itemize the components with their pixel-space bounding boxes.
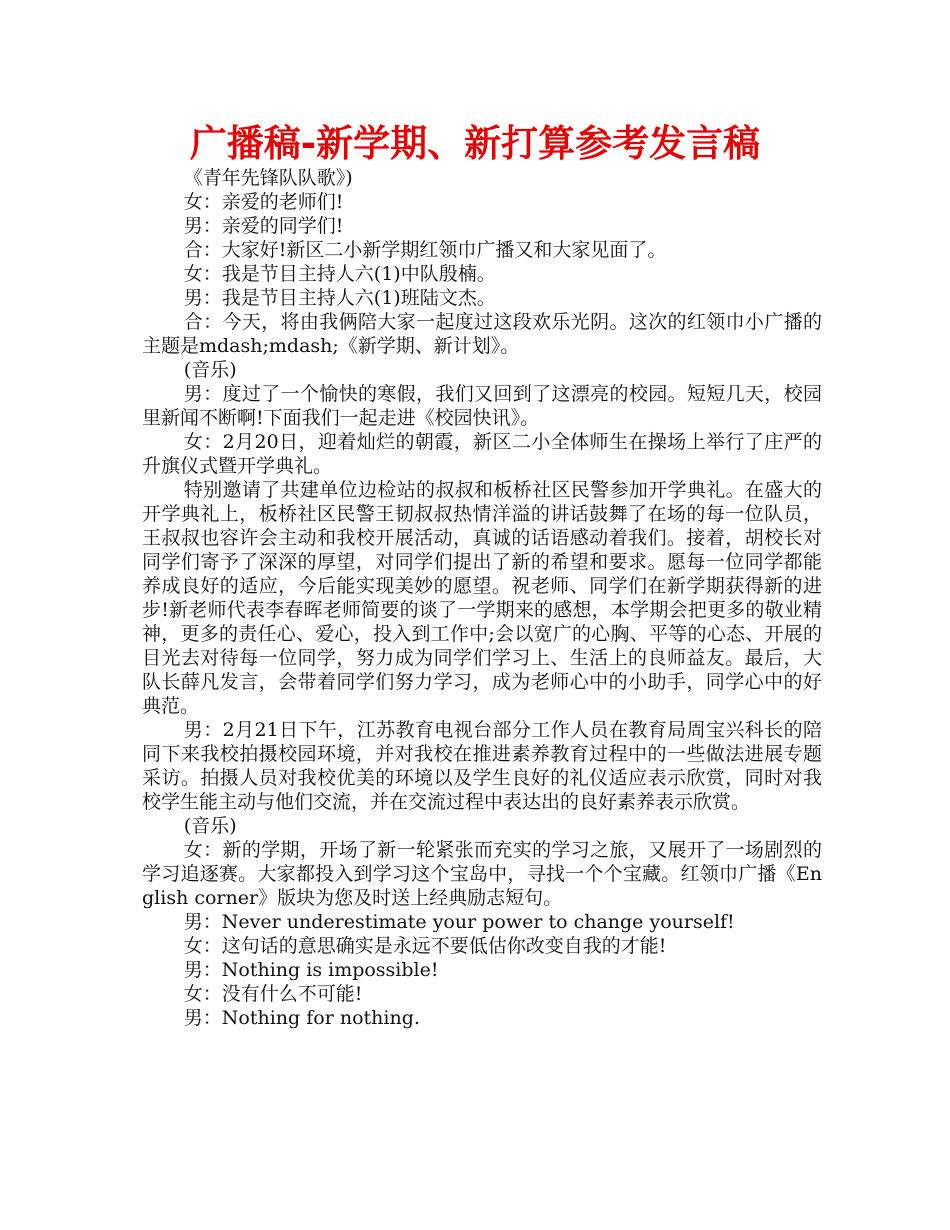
document-body <box>142 166 822 1030</box>
paragraph: 男：度过了一个愉快的寒假，我们又回到了这漂亮的校园。短短几天，校园里新闻不断啊!下面我们一起走进《校园快讯》。 <box>142 383 822 429</box>
paragraph: 男：亲爱的同学们! <box>183 215 344 237</box>
paragraph: 男：Nothing is impossible! <box>183 959 439 981</box>
paragraph: 女：这句话的意思确实是永远不要低估你改变自我的才能! <box>183 935 667 957</box>
paragraph: 女：2月20日，迎着灿烂的朝霞，新区二小全体师生在操场上举行了庄严的升旗仪式暨开学典礼。 <box>142 431 822 477</box>
paragraph: 女：亲爱的老师们! <box>183 191 344 213</box>
paragraph: 女：我是节目主持人六(1)中队殷楠。 <box>183 263 496 285</box>
paragraph: 男：2月21日下午，江苏教育电视台部分工作人员在教育局周宝兴科长的陪同下来我校拍摄校园环境，并对我校在推进素养教育过程中的一些做法进展专题采访。拍摄人员对我校优美的环境以及学生良好的礼仪适应表示欣赏，同时对我校学生能主动与他们交流，并在交流过程中表达出的良好素养表示欣赏。 <box>142 719 822 813</box>
paragraph: 男：我是节目主持人六(1)班陆文杰。 <box>183 287 496 309</box>
paragraph: (音乐) <box>183 815 237 837</box>
paragraph: 特别邀请了共建单位边检站的叔叔和板桥社区民警参加开学典礼。在盛大的开学典礼上，板桥社区民警王韧叔叔热情洋溢的讲话鼓舞了在场的每一位队员，王叔叔也容许会主动和我校开展活动，真诚的话语感动着我们。接着，胡校长对同学们寄予了深深的厚望，对同学们提出了新的希望和要求。愿每一位同学都能养成良好的适应，今后能实现美妙的愿望。祝老师、同学们在新学期获得新的进步!新老师代表李春晖老师简要的谈了一学期来的感想，本学期会把更多的敬业精神，更多的责任心、爱心，投入到工作中;会以宽广的心胸、平等的心态、开展的目光去对待每一位同学，努力成为同学们学习上、生活上的良师益友。最后，大队长薛凡发言，会带着同学们努力学习，成为老师心中的小助手，同学心中的好典范。 <box>142 479 822 717</box>
paragraph: 合：大家好!新区二小新学期红领巾广播又和大家见面了。 <box>183 239 667 261</box>
paragraph: 男：Nothing for nothing. <box>183 1007 420 1029</box>
paragraph: (音乐) <box>183 359 237 381</box>
paragraph: 女：新的学期，开场了新一轮紧张而充实的学习之旅，又展开了一场剧烈的学习追逐赛。大家都投入到学习这个宝岛中，寻找一个个宝藏。红领巾广播《English corner》版块为您及时送上经典励志短句。 <box>142 839 822 909</box>
paragraph: 男：Never underestimate your power to change yourself! <box>183 911 735 933</box>
paragraph: 《青年先锋队队歌》) <box>183 167 353 189</box>
paragraph: 女：没有什么不可能! <box>183 983 363 1005</box>
paragraph: 合：今天，将由我俩陪大家一起度过这段欢乐光阴。这次的红领巾小广播的主题是mdash;mdash;《新学期、新计划》。 <box>142 311 822 357</box>
document-title: 广播稿-新学期、新打算参考发言稿 <box>189 122 761 165</box>
